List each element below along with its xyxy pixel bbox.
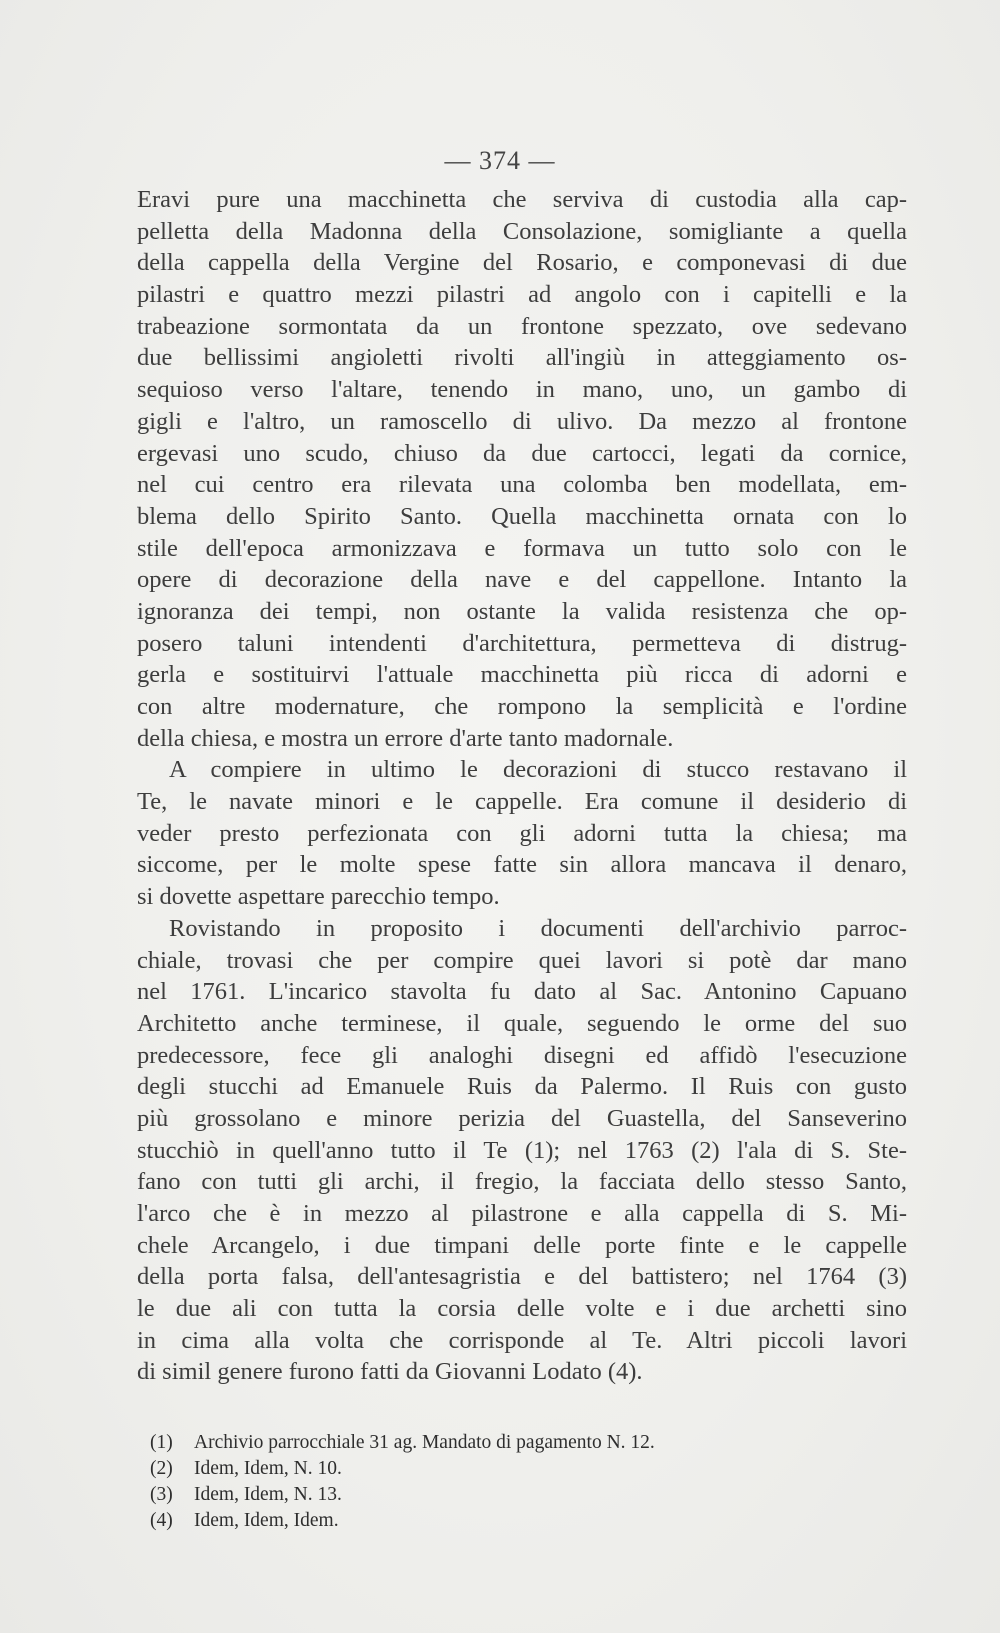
body-text xyxy=(137,184,907,1388)
text-line: di simil genere furono fatti da Giovanni Lodato (4). xyxy=(137,1358,643,1386)
text-line: si dovette aspettare parecchio tempo. xyxy=(137,883,500,911)
text-line: Te, le navate minori e le cappelle. Era comune il desiderio di xyxy=(137,788,907,816)
text-line: gerla e sostituirvi l'attuale macchinetta più ricca di adorni e xyxy=(137,661,907,689)
footnote xyxy=(150,1482,850,1508)
footnote-number: (1) xyxy=(150,1432,173,1453)
text-line: A compiere in ultimo le decorazioni di stucco restavano il xyxy=(169,756,907,784)
text-line: opere di decorazione della nave e del cappellone. Intanto la xyxy=(137,566,907,594)
text-line: della cappella della Vergine del Rosario, e componevasi di due xyxy=(137,249,907,277)
paragraph-3 xyxy=(137,913,907,1388)
text-line: della porta falsa, dell'antesagristia e del battistero; nel 1764 (3) xyxy=(137,1263,907,1291)
text-line: Architetto anche terminese, il quale, seguendo le orme del suo xyxy=(137,1009,907,1037)
text-line: Rovistando in proposito i documenti dell'archivio parroc- xyxy=(169,914,907,942)
text-line: stucchiò in quell'anno tutto il Te (1); nel 1763 (2) l'ala di S. Ste- xyxy=(137,1136,907,1164)
text-line: nel cui centro era rilevata una colomba ben modellata, em- xyxy=(137,471,907,499)
text-line: pelletta della Madonna della Consolazione, somigliante a quella xyxy=(137,217,907,245)
text-line: stile dell'epoca armonizzava e formava un tutto solo con le xyxy=(137,534,907,562)
text-line: più grossolano e minore perizia del Guastella, del Sanseverino xyxy=(137,1104,907,1132)
text-line: Eravi pure una macchinetta che serviva di custodia alla cap- xyxy=(137,186,907,213)
footnote-text: Idem, Idem, N. 13. xyxy=(194,1484,342,1505)
text-line: ergevasi uno scudo, chiuso da due cartocci, legati da cornice, xyxy=(137,439,907,467)
footnote-number: (2) xyxy=(150,1458,173,1479)
text-line: fano con tutti gli archi, il fregio, la facciata dello stesso Santo, xyxy=(137,1168,907,1196)
text-line: blema dello Spirito Santo. Quella macchinetta ornata con lo xyxy=(137,502,907,530)
text-line: chiale, trovasi che per compire quei lavori si potè dar mano xyxy=(137,946,907,974)
text-line: sequioso verso l'altare, tenendo in mano, uno, un gambo di xyxy=(137,376,907,404)
text-line: ignoranza dei tempi, non ostante la valida resistenza che op- xyxy=(137,597,907,625)
paragraph-2 xyxy=(137,754,907,912)
page-number: — 374 — xyxy=(444,146,556,175)
text-line: pilastri e quattro mezzi pilastri ad angolo con i capitelli e la xyxy=(137,281,907,309)
footnotes xyxy=(150,1430,850,1534)
text-line: con altre modernature, che rompono la semplicità e l'ordine xyxy=(137,693,907,720)
footnote-text: Idem, Idem, N. 10. xyxy=(194,1458,342,1479)
footnote xyxy=(150,1508,850,1534)
footnote xyxy=(150,1456,850,1482)
footnote-number: (4) xyxy=(150,1510,173,1531)
text-line: predecessore, fece gli analoghi disegni ed affidò l'esecuzione xyxy=(137,1041,907,1069)
text-line: degli stucchi ad Emanuele Ruis da Palermo. Il Ruis con gusto xyxy=(137,1073,907,1101)
text-line: chele Arcangelo, i due timpani delle porte finte e le cappelle xyxy=(137,1231,907,1259)
text-line: della chiesa, e mostra un errore d'arte tanto madornale. xyxy=(137,724,674,752)
text-line: l'arco che è in mezzo al pilastrone e alla cappella di S. Mi- xyxy=(137,1200,907,1227)
paragraph-1 xyxy=(137,184,907,754)
text-line: posero taluni intendenti d'architettura, permetteva di distrug- xyxy=(137,629,907,657)
text-line: nel 1761. L'incarico stavolta fu dato al Sac. Antonino Capuano xyxy=(137,978,907,1006)
text-line: siccome, per le molte spese fatte sin allora mancava il denaro, xyxy=(137,851,907,879)
footnote-text: Idem, Idem, Idem. xyxy=(194,1510,339,1531)
text-line: le due ali con tutta la corsia delle volte e i due archetti sino xyxy=(137,1295,907,1323)
footnote-number: (3) xyxy=(150,1484,173,1505)
text-line: gigli e l'altro, un ramoscello di ulivo. Da mezzo al frontone xyxy=(137,407,907,435)
footnote-text: Archivio parrocchiale 31 ag. Mandato di pagamento N. 12. xyxy=(194,1432,655,1453)
text-line: in cima alla volta che corrisponde al Te. Altri piccoli lavori xyxy=(137,1326,907,1354)
footnote xyxy=(150,1430,850,1456)
text-line: due bellissimi angioletti rivolti all'ingiù in atteggiamento os- xyxy=(137,344,907,372)
text-line: veder presto perfezionata con gli adorni tutta la chiesa; ma xyxy=(137,819,907,847)
text-line: trabeazione sormontata da un frontone spezzato, ove sedevano xyxy=(137,312,907,340)
